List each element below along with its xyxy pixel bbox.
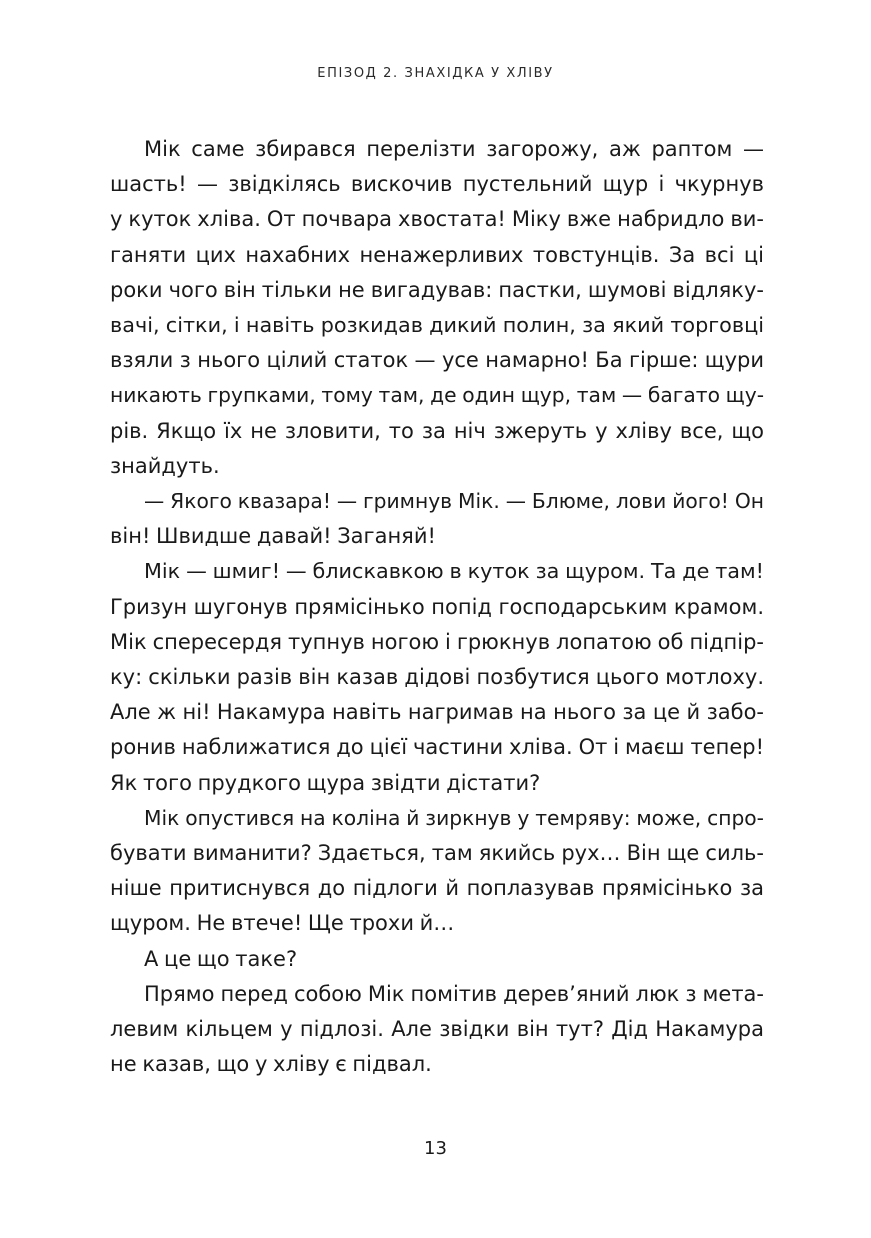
text-line: ганяти цих нахабних ненажерливих товстунців. За всі ці (110, 242, 764, 267)
text-line: він! Швидше давай! Заганяй! (110, 524, 436, 549)
text-line: взяли з нього цілий статок — усе намарно! Ба гірше: щури (110, 348, 764, 373)
text-line: никають групками, тому там, де один щур, там — багато щу- (110, 383, 764, 408)
text-line: щуром. Не втече! Ще трохи й… (110, 911, 455, 936)
text-line: вачі, сітки, і навіть розкидав дикий полин, за який торговці (110, 313, 764, 338)
text-line: — Якого квазара! — гримнув Мік. — Блюме, лови його! Он (144, 489, 764, 514)
text-line: роки чого він тільки не вигадував: пастки, шумові відляку- (110, 277, 764, 302)
text-line: не казав, що у хліву є підвал. (110, 1052, 432, 1077)
text-line: бувати виманити? Здається, там якийсь рух… Він ще силь- (110, 841, 764, 866)
text-line: Мік спересердя тупнув ногою і грюкнув лопатою об підпір- (110, 629, 764, 654)
text-line: Мік опустився на коліна й зиркнув у темряву: може, спро- (144, 805, 764, 830)
text-line: Але ж ні! Накамура навіть нагримав на нього за це й забо- (110, 700, 764, 725)
text-line: левим кільцем у підлозі. Але звідки він тут? Дід Накамура (110, 1017, 764, 1042)
text-line: Мік — шмиг! — блискавкою в куток за щуром. Та де там! (144, 559, 764, 584)
paragraph-2 (110, 484, 764, 554)
body-text (110, 132, 764, 1082)
text-line: шасть! — звідкілясь вискочив пустельний щур і чкурнув (110, 172, 764, 197)
paragraph-5 (110, 942, 764, 977)
text-line: знайдуть. (110, 453, 220, 478)
paragraph-4 (110, 801, 764, 942)
text-line: у куток хліва. От почвара хвостата! Міку вже набридло ви- (110, 207, 764, 232)
text-line: Прямо перед собою Мік помітив дерев’яний люк з мета- (144, 981, 764, 1006)
page-number: 13 (424, 1138, 447, 1159)
text-line: ніше притиснувся до підлоги й поплазував прямісінько за (110, 876, 764, 901)
text-line: рів. Якщо їх не зловити, то за ніч зжеруть у хліву все, що (110, 418, 764, 443)
text-line: ронив наближатися до цієї частини хліва. От і маєш тепер! (110, 735, 764, 760)
paragraph-6 (110, 977, 764, 1083)
paragraph-3 (110, 554, 764, 800)
text-line: ку: скільки разів він казав дідові позбутися цього мотлоху. (110, 665, 764, 690)
running-header: ЕПІЗОД 2. ЗНАХІДКА У ХЛІВУ (317, 66, 554, 81)
text-line: А це що таке? (144, 946, 298, 971)
text-line: Як того прудкого щура звідти дістати? (110, 770, 541, 795)
paragraph-1 (110, 132, 764, 484)
text-line: Мік саме збирався перелізти загорожу, аж раптом — (144, 137, 764, 161)
text-line: Гризун шугонув прямісінько попід господарським крамом. (110, 594, 764, 619)
